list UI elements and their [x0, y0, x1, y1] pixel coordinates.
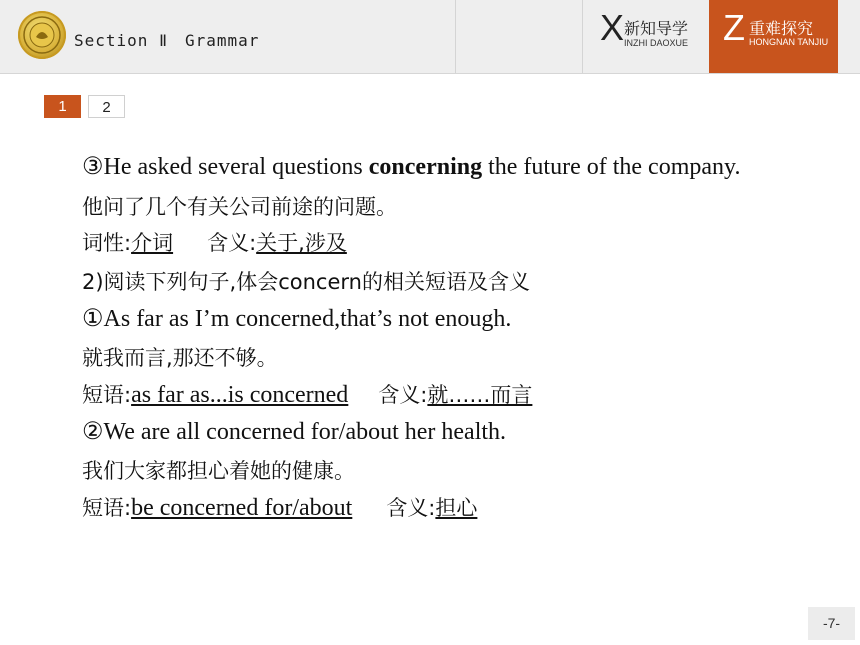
keyword-concerning: concerning — [368, 154, 483, 180]
meaning-value: 关于,涉及 — [256, 231, 347, 255]
school-emblem-icon — [18, 11, 66, 59]
example-sentence-1: ①As far as I’m concerned,that’s not enough. — [82, 306, 512, 332]
header-bar — [0, 0, 860, 74]
nav-xinzhi-daoxue[interactable] — [600, 7, 700, 60]
pos-value: 介词 — [131, 231, 174, 255]
header-divider — [582, 0, 583, 73]
nav-z-pinyin: HONGNAN TANJIU — [749, 37, 829, 47]
nav-x-letter: X — [600, 7, 625, 48]
phrase-value: be concerned for/about — [131, 495, 353, 521]
meaning-value: 担心 — [435, 496, 478, 520]
sentence-text: the future of the company. — [482, 154, 741, 180]
page-tab-1[interactable]: 1 — [44, 95, 81, 118]
nav-z-letter: Z — [723, 7, 745, 48]
nav-z-label: 重难探究 — [749, 19, 814, 38]
nav-x-label: 新知导学 — [624, 19, 689, 38]
translation-2: 我们大家都担心着她的健康。 — [82, 459, 355, 483]
phrase-label: 短语: — [82, 383, 132, 407]
meaning-label: 含义: — [207, 231, 257, 255]
example-sentence-2: ②We are all concerned for/about her health. — [82, 419, 507, 445]
phrase-line-1 — [82, 379, 532, 409]
phrase-value: as far as...is concerned — [131, 382, 349, 408]
header-divider — [455, 0, 456, 73]
part-of-speech-line — [82, 227, 347, 257]
phrase-label: 短语: — [82, 496, 132, 520]
nav-zhongnan-tanjiu[interactable] — [709, 0, 838, 73]
sentence-text: ③He asked several questions — [82, 154, 369, 180]
example-sentence-3 — [82, 152, 740, 181]
meaning-label: 含义: — [378, 383, 428, 407]
pos-label: 词性: — [82, 231, 132, 255]
translation-1: 就我而言,那还不够。 — [82, 346, 278, 370]
instruction-line: 2)阅读下列句子,体会concern的相关短语及含义 — [82, 270, 530, 294]
phrase-line-2 — [82, 492, 477, 522]
meaning-label: 含义: — [386, 496, 436, 520]
meaning-value: 就……而言 — [427, 383, 533, 407]
page-number: -7- — [808, 607, 855, 640]
translation-3: 他问了几个有关公司前途的问题。 — [82, 195, 397, 219]
section-title: Section Ⅱ Grammar — [74, 31, 260, 50]
page-tab-2[interactable]: 2 — [88, 95, 125, 118]
nav-x-pinyin: INZHI DAOXUE — [624, 38, 689, 48]
